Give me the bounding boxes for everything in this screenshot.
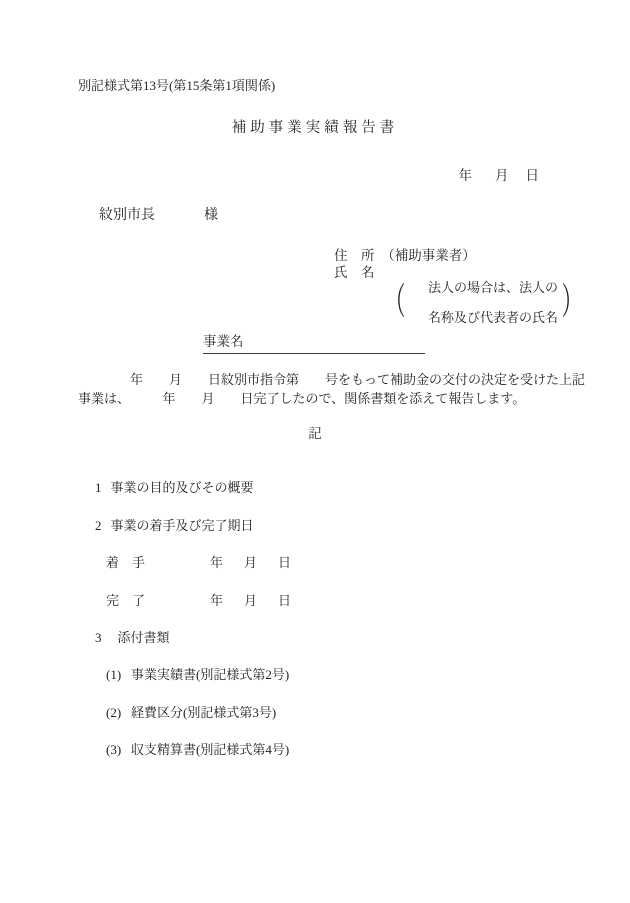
attachment-number: (2)	[106, 704, 122, 720]
applicant-address-label: 住 所 （補助事業者）	[334, 248, 476, 263]
item-label: 添付書類	[117, 629, 170, 645]
item-label: 事業の着手及び完了期日	[110, 517, 254, 533]
applicant-name-label: 氏 名	[334, 265, 375, 280]
date-day-label: 日	[525, 167, 539, 183]
schedule-year-label: 年	[210, 554, 224, 570]
attachment-number: (3)	[106, 741, 122, 757]
attachment-item-3	[93, 728, 289, 773]
attachment-label: 収支精算書(別記様式第4号)	[131, 741, 290, 757]
corporate-name-note-line1: 法人の場合は、法人の	[428, 280, 559, 295]
schedule-month-label: 月	[244, 554, 258, 570]
applicant-name-row	[334, 265, 585, 340]
schedule-year-label: 年	[210, 592, 224, 608]
attachment-label: 経費区分(別記様式第3号)	[131, 704, 277, 720]
body-paragraph-line1: 年 月 日紋別市指令第 号をもって補助金の交付の決定を受けた上記	[78, 372, 586, 387]
bracket-close-glyph: ）	[561, 281, 583, 323]
page-title: 補助事業実績報告書	[231, 120, 399, 136]
form-number-caption: 別記様式第13号(第15条第1項関係)	[78, 78, 276, 93]
date-month-label: 月	[495, 167, 509, 183]
item-label: 事業の目的及びその概要	[110, 479, 254, 495]
item-number: 3	[95, 629, 102, 645]
item-number: 2	[95, 517, 102, 533]
corporate-name-note-line2: 名称及び代表者の氏名	[428, 310, 559, 325]
corporate-name-note	[409, 265, 559, 340]
schedule-day-label: 日	[278, 592, 292, 608]
schedule-day-label: 日	[278, 554, 292, 570]
addressee-line	[85, 192, 218, 240]
project-name-field: 事業名	[203, 334, 425, 354]
schedule-end-label: 完 了	[106, 592, 146, 608]
report-date-line	[445, 152, 539, 199]
ki-heading: 記	[308, 426, 322, 441]
attachment-label: 事業実績書(別記様式第2号)	[131, 666, 290, 682]
addressee-name: 紋別市長	[99, 208, 155, 224]
addressee-honorific: 様	[204, 208, 218, 224]
bracket-open-glyph: （	[384, 281, 405, 323]
date-year-label: 年	[458, 167, 472, 183]
body-paragraph-line2: 事業は、 年 月 日完了したので、関係書類を添えて報告します。	[78, 391, 526, 406]
schedule-month-label: 月	[244, 592, 258, 608]
attachment-number: (1)	[106, 666, 122, 682]
schedule-start-label: 着 手	[106, 554, 146, 570]
item-number: 1	[95, 479, 102, 495]
